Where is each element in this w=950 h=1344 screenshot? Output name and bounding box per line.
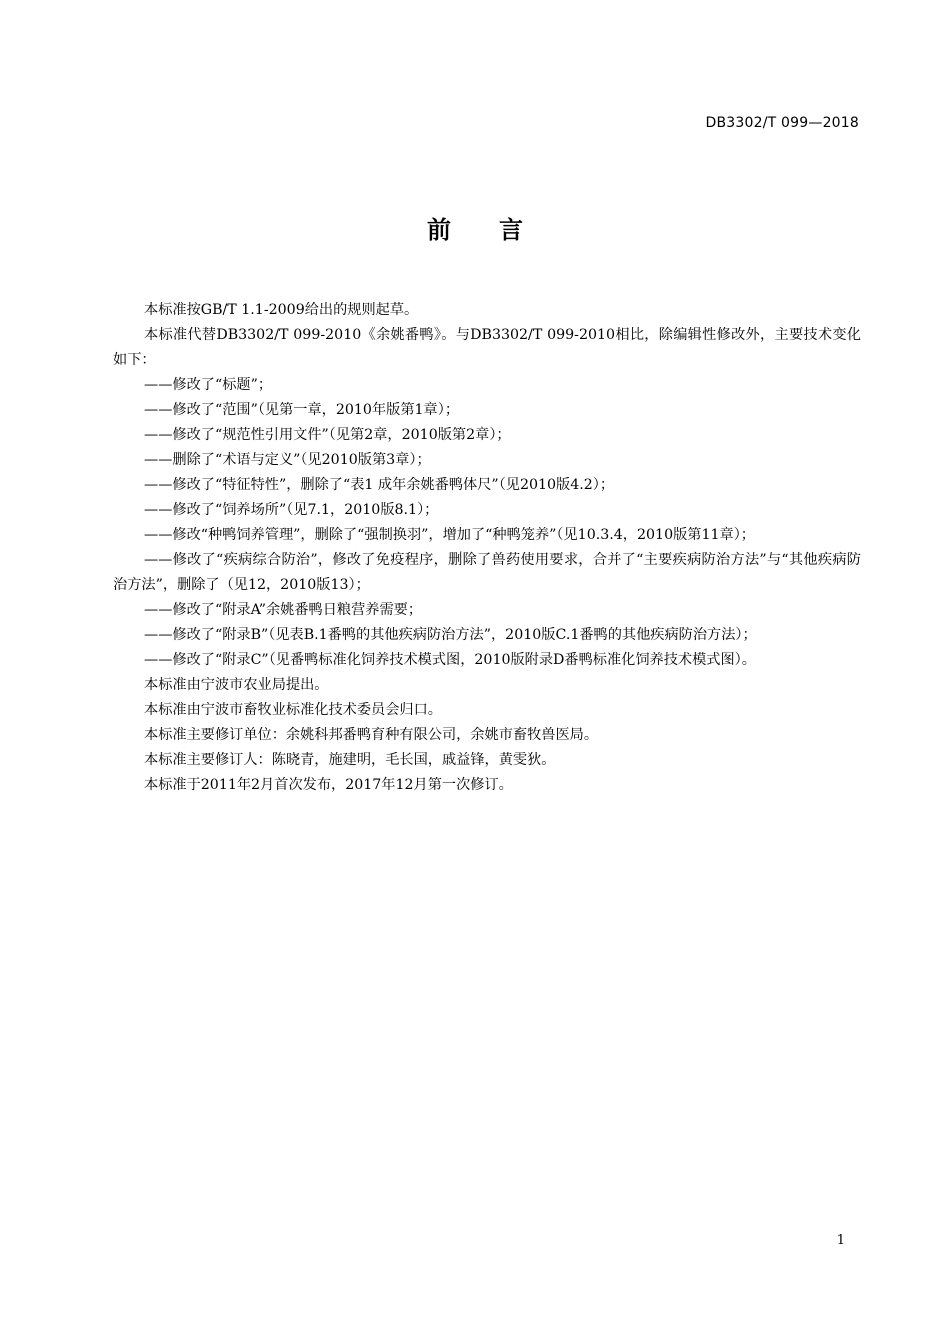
page-number: 1 [836, 1233, 845, 1248]
title-char-2: 言 [499, 216, 523, 244]
paragraph: 本标准主要修订单位：余姚科邦番鸭育种有限公司，余姚市畜牧兽医局。 [144, 727, 599, 743]
paragraph: 本标准代替DB3302/T 099-2010《余姚番鸭》。与DB3302/T 099-2010相比，除编辑性修改外，主要技术变化如下： [113, 327, 861, 368]
list-item: ——修改了“附录C”（见番鸭标准化饲养技术模式图，2010版附录D番鸭标准化饲养技术模式图）。 [144, 652, 756, 668]
page-title [0, 210, 950, 245]
list-item: ——删除了“术语与定义”（见2010版第3章）； [144, 452, 431, 468]
paragraph: 本标准主要修订人：陈晓青，施建明，毛长国，戚益锋，黄雯狄。 [144, 752, 556, 768]
list-item: ——修改了“规范性引用文件”（见第2章，2010版第2章）； [144, 427, 511, 443]
paragraph: 本标准由宁波市农业局提出。 [144, 677, 329, 693]
list-item: ——修改了“疾病综合防治”，修改了免疫程序，删除了兽药使用要求，合并了“主要疾病防治方法”与“其他疾病防治方法”，删除了（见12，2010版13）； [113, 552, 861, 593]
standard-number: DB3302/T 099—2018 [705, 115, 859, 131]
paragraph: 本标准按GB/T 1.1-2009给出的规则起草。 [144, 302, 419, 318]
paragraph: 本标准于2011年2月首次发布，2017年12月第一次修订。 [144, 777, 513, 793]
list-item: ——修改了“标题”； [144, 377, 273, 393]
list-item: ——修改了“附录B”（见表B.1番鸭的其他疾病防治方法”，2010版C.1番鸭的其他疾病防治方法）； [144, 627, 757, 643]
list-item: ——修改了“范围”（见第一章，2010年版第1章）； [144, 402, 460, 418]
list-item: ——修改了“附录A”余姚番鸭日粮营养需要； [144, 602, 423, 618]
list-item: ——修改“种鸭饲养管理”，删除了“强制换羽”，增加了“种鸭笼养”（见10.3.4，2010版第11章）； [144, 527, 755, 543]
foreword-body [113, 298, 861, 798]
list-item: ——修改了“饲养场所”（见7.1，2010版8.1）； [144, 502, 439, 518]
paragraph: 本标准由宁波市畜牧业标准化技术委员会归口。 [144, 702, 442, 718]
list-item: ——修改了“特征特性”，删除了“表1 成年余姚番鸭体尺”（见2010版4.2）； [144, 477, 615, 493]
title-char-1: 前 [427, 216, 451, 244]
